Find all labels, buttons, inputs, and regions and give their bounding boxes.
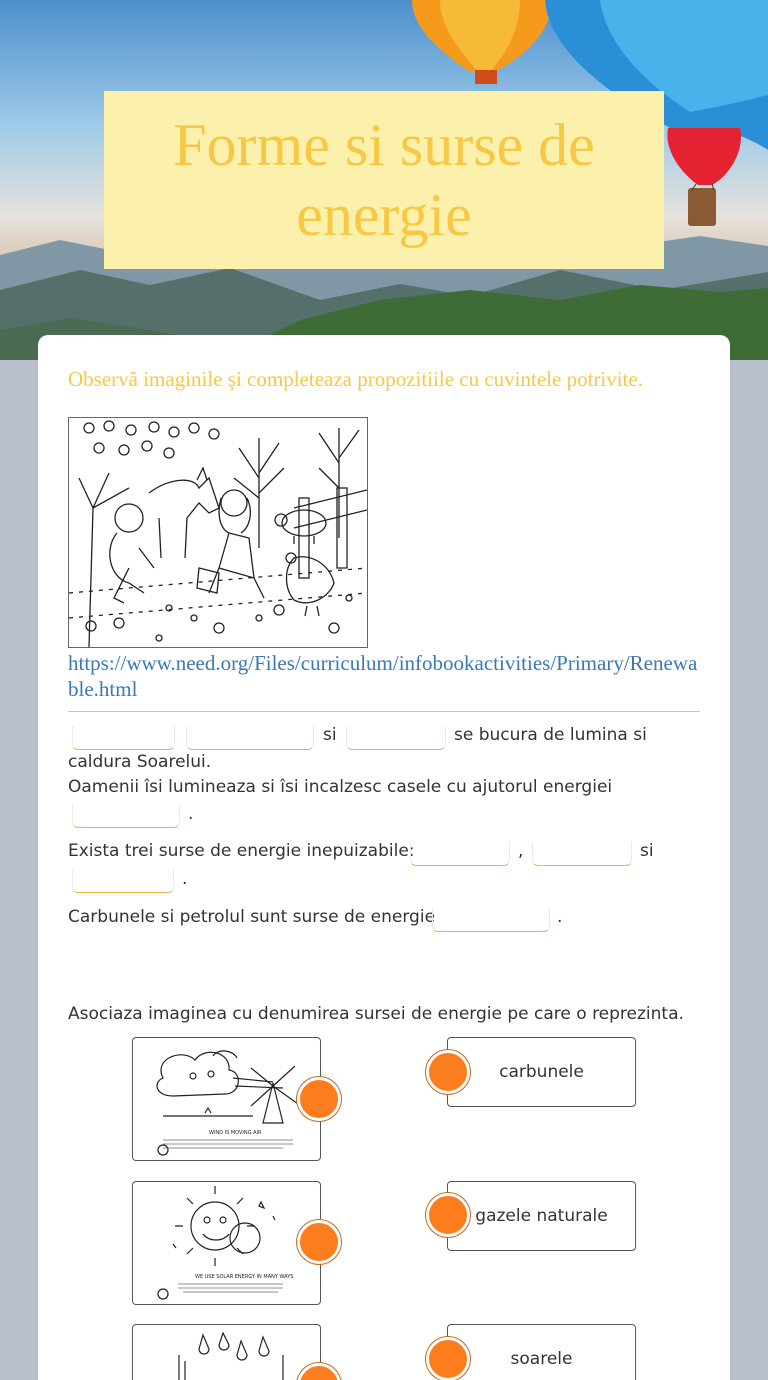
match-image-wind[interactable] bbox=[132, 1037, 321, 1161]
sentence-2-end: . bbox=[188, 804, 194, 824]
sentence-3: Exista trei surse de energie inepuizabile: bbox=[68, 841, 415, 861]
instruction-text: Observă imaginile şi completeaza propozitiile cu cuvintele potrivite. bbox=[68, 367, 643, 391]
section-divider bbox=[68, 711, 700, 712]
sentence-3-comma: , bbox=[518, 841, 524, 861]
blank-3a[interactable] bbox=[410, 842, 510, 866]
sentence-1-tail: se bucura de lumina si bbox=[454, 725, 647, 745]
match-dot-label-3[interactable] bbox=[426, 1337, 470, 1380]
sentence-1-line2: caldura Soarelui. bbox=[68, 752, 212, 772]
match-label-carbunele-text: carbunele bbox=[499, 1062, 584, 1082]
sun-image-title: WE USE SOLAR ENERGY IN MANY WAYS bbox=[195, 1274, 294, 1280]
match-dot-label-2[interactable] bbox=[426, 1193, 470, 1237]
match-instruction: Asociaza imaginea cu denumirea sursei de energie pe care o reprezinta. bbox=[68, 1004, 684, 1024]
match-label-soarele-text: soarele bbox=[510, 1349, 573, 1369]
title-box bbox=[104, 91, 664, 269]
sentence-4: Carbunele si petrolul sunt surse de energie bbox=[68, 907, 436, 927]
sentence-2: Oamenii îsi lumineaza si îsi incalzesc casele cu ajutorul energiei bbox=[68, 777, 613, 797]
match-image-sun[interactable] bbox=[132, 1181, 321, 1305]
match-image-water[interactable] bbox=[132, 1324, 321, 1380]
blank-3c[interactable] bbox=[72, 869, 174, 893]
sentence-4-end: . bbox=[557, 907, 563, 927]
match-label-soarele[interactable] bbox=[447, 1324, 636, 1380]
match-label-carbunele[interactable] bbox=[447, 1037, 636, 1107]
sentence-1-and: si bbox=[323, 725, 337, 745]
match-dot-image-2[interactable] bbox=[297, 1220, 341, 1264]
match-label-gazele-naturale[interactable] bbox=[447, 1181, 636, 1251]
match-dot-label-1[interactable] bbox=[426, 1050, 470, 1094]
match-dot-image-1[interactable] bbox=[297, 1077, 341, 1121]
blank-1a[interactable] bbox=[72, 726, 175, 750]
blank-4[interactable] bbox=[432, 908, 550, 932]
wind-image-title: WIND IS MOVING AIR bbox=[209, 1130, 262, 1136]
sentence-3-and: si bbox=[640, 841, 654, 861]
blank-3b[interactable] bbox=[532, 842, 632, 866]
match-label-gazele-naturale-text: gazele naturale bbox=[475, 1206, 608, 1226]
blank-1b[interactable] bbox=[186, 726, 314, 750]
blank-2[interactable] bbox=[72, 804, 180, 828]
farm-illustration-image bbox=[68, 417, 368, 648]
sentence-3-end: . bbox=[182, 869, 188, 889]
blank-1c[interactable] bbox=[346, 726, 446, 750]
image-source-link[interactable]: https://www.need.org/Files/curriculum/infobookactivities/Primary/Renewable.html bbox=[68, 651, 698, 701]
page-title: Forme si surse de energie bbox=[173, 112, 595, 248]
